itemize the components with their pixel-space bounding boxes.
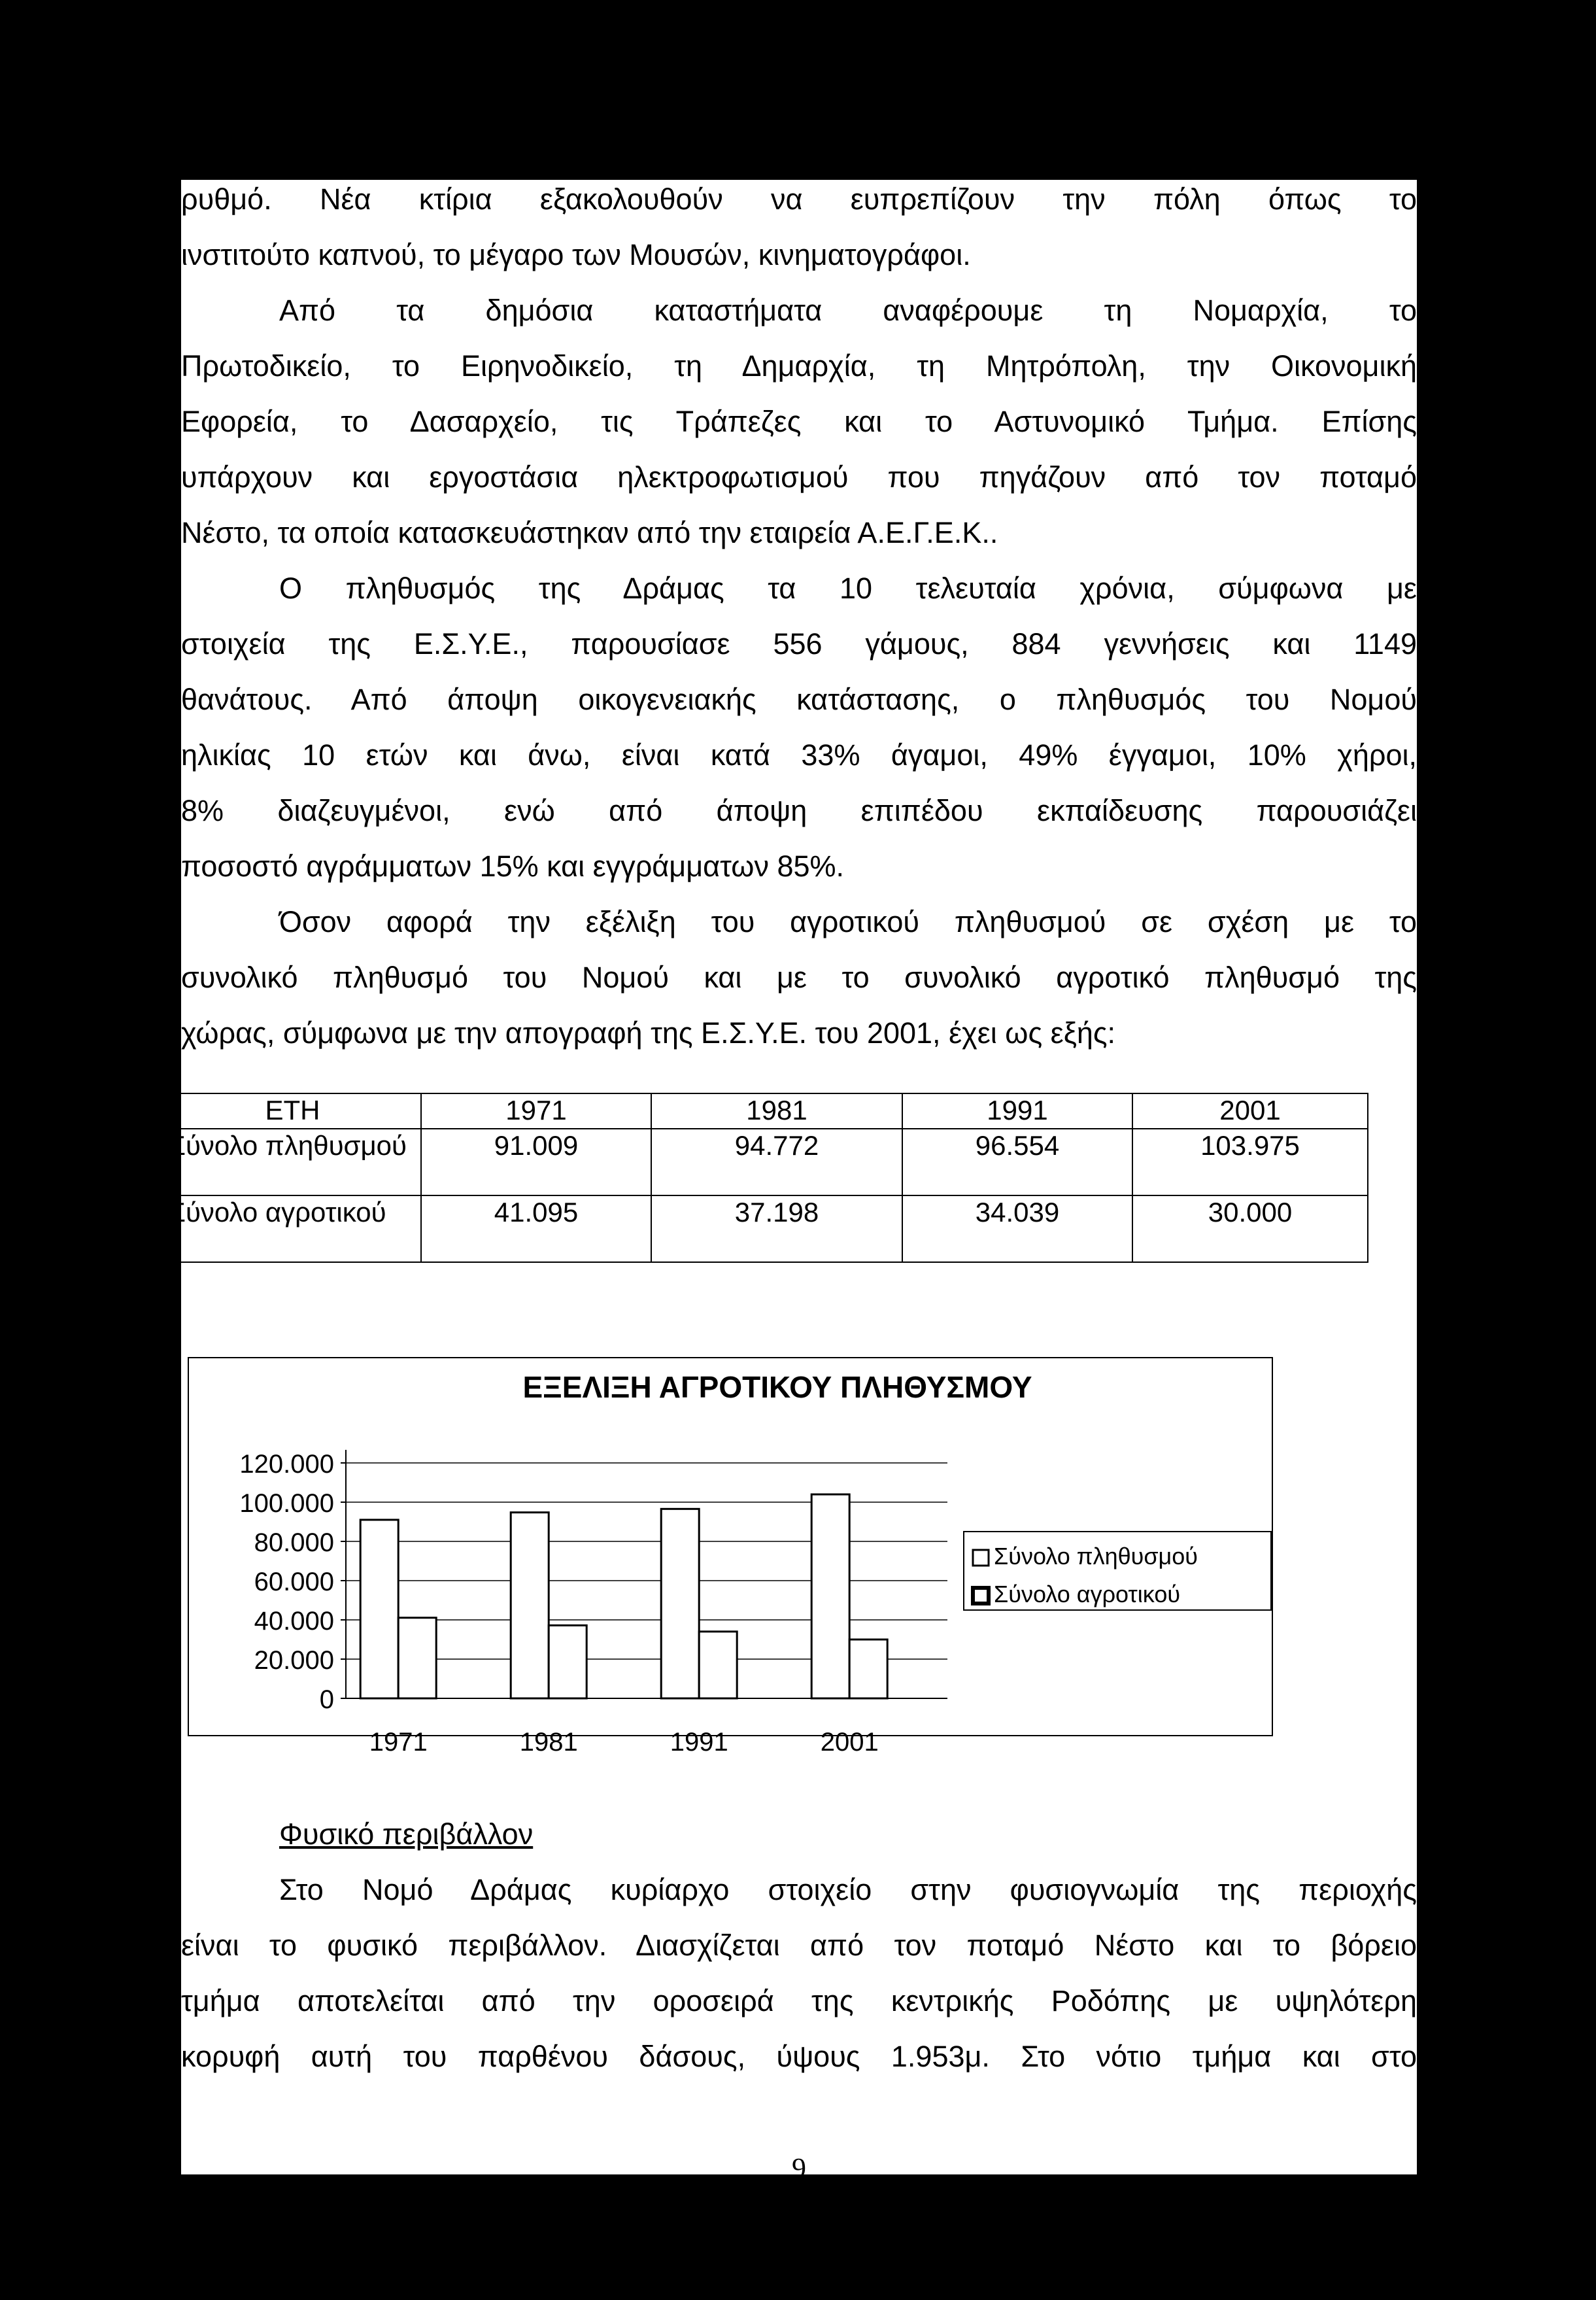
y-tick-label: 0	[319, 1685, 334, 1714]
text-line: χώρας, σύμφωνα με την απογραφή της Ε.Σ.Υ.Ε. του 2001, έχει ως εξής:	[181, 1016, 1116, 1050]
table-header-cell: 1971	[421, 1093, 651, 1129]
text-line: στοιχεία της Ε.Σ.Υ.Ε., παρουσίασε 556 γάμους, 884 γεννήσεις και 1149	[181, 627, 1417, 661]
table-cell: 96.554	[902, 1129, 1132, 1195]
bar-total	[511, 1513, 549, 1698]
bar-total	[360, 1520, 398, 1698]
y-tick-label: 40.000	[254, 1607, 334, 1636]
text-line: συνολικό πληθυσμό του Νομού και με το συνολικό αγροτικό πληθυσμό της	[181, 961, 1417, 994]
y-tick-label: 80.000	[254, 1528, 334, 1557]
text-line: ρυθμό. Νέα κτίρια εξακολουθούν να ευπρεπίζουν την πόλη όπως το	[181, 182, 1417, 216]
legend-label: Σύνολο πληθυσμού	[994, 1543, 1198, 1570]
text-line: θανάτους. Από άποψη οικογενειακής κατάστασης, ο πληθυσμός του Νομού	[181, 683, 1417, 716]
page-number: 9	[792, 2152, 806, 2184]
table-cell: 30.000	[1132, 1195, 1368, 1262]
y-tick-label: 100.000	[239, 1489, 334, 1518]
text-line: Νέστο, τα οποία κατασκευάστηκαν από την εταιρεία Α.Ε.Γ.Ε.Κ..	[181, 516, 998, 549]
text-line: τμήμα αποτελείται από την οροσειρά της κεντρικής Ροδόπης με υψηλότερη	[181, 1984, 1417, 2017]
table-cell: 37.198	[651, 1195, 902, 1262]
document-page	[169, 180, 1417, 2184]
legend-swatch	[973, 1550, 989, 1566]
table-cell: 91.009	[421, 1129, 651, 1195]
x-tick-label: 1971	[369, 1728, 428, 1757]
table-row	[164, 1129, 1368, 1195]
text-line: ινστιτούτο καπνού, το μέγαρο των Μουσών, κινηματογράφοι.	[181, 238, 971, 271]
section-heading: Φυσικό περιβάλλον	[279, 1817, 534, 1851]
table-row-label: Σύνολο αγροτικού	[164, 1195, 421, 1262]
table-cell: 34.039	[902, 1195, 1132, 1262]
table-header-cell: 2001	[1132, 1093, 1368, 1129]
text-line: Από τα δημόσια καταστήματα αναφέρουμε τη Νομαρχία, το	[279, 294, 1417, 327]
table-header-cell: 1981	[651, 1093, 902, 1129]
text-line: Όσον αφορά την εξέλιξη του αγροτικού πληθυσμού σε σχέση με το	[279, 905, 1417, 938]
table-header-row	[164, 1093, 1368, 1129]
text-line: Ο πληθυσμός της Δράμας τα 10 τελευταία χρόνια, σύμφωνα με	[279, 572, 1417, 605]
y-tick-label: 20.000	[254, 1646, 334, 1675]
y-tick-label: 60.000	[254, 1568, 334, 1596]
chart-canvas	[189, 1358, 1272, 1757]
table-row-label: Σύνολο πληθυσμού	[164, 1129, 421, 1195]
text-line: κορυφή αυτή του παρθένου δάσους, ύψους 1.953μ. Στο νότιο τμήμα και στο	[181, 2040, 1417, 2073]
x-tick-label: 1981	[519, 1728, 578, 1757]
x-tick-label: 1991	[670, 1728, 728, 1757]
chart-title: ΕΞΕΛΙΞΗ ΑΓΡΟΤΙΚΟΥ ΠΛΗΘΥΣΜΟΥ	[522, 1370, 1032, 1404]
bar-agricultural	[398, 1618, 436, 1698]
legend-swatch	[973, 1588, 989, 1604]
y-tick-label: 120.000	[239, 1450, 334, 1479]
table-header-cell: ΕΤΗ	[164, 1093, 421, 1129]
table-cell: 103.975	[1132, 1129, 1368, 1195]
text-line: υπάρχουν και εργοστάσια ηλεκτροφωτισμού που πηγάζουν από τον ποταμό	[181, 460, 1417, 494]
table-header-cell: 1991	[902, 1093, 1132, 1129]
text-line: ηλικίας 10 ετών και άνω, είναι κατά 33% άγαμοι, 49% έγγαμοι, 10% χήροι,	[181, 738, 1417, 772]
text-line: είναι το φυσικό περιβάλλον. Διασχίζεται από τον ποταμό Νέστο και το βόρειο	[181, 1929, 1417, 1962]
bar-agricultural	[849, 1639, 887, 1698]
legend-label: Σύνολο αγροτικού	[994, 1581, 1181, 1607]
bar-agricultural	[549, 1625, 586, 1698]
text-line: 8% διαζευγμένοι, ενώ από άποψη επιπέδου εκπαίδευσης παρουσιάζει	[181, 794, 1417, 827]
text-line: Εφορεία, το Δασαρχείο, τις Τράπεζες και το Αστυνομικό Τμήμα. Επίσης	[181, 405, 1417, 438]
table-row	[164, 1195, 1368, 1262]
chart-frame	[188, 1357, 1273, 1757]
bar-agricultural	[699, 1632, 737, 1698]
bar-total	[661, 1509, 699, 1698]
table-cell: 41.095	[421, 1195, 651, 1262]
text-line: Στο Νομό Δράμας κυρίαρχο στοιχείο στην φυσιογνωμία της περιοχής	[279, 1873, 1417, 1906]
population-table	[163, 1093, 1368, 1263]
table-cell: 94.772	[651, 1129, 902, 1195]
bar-total	[811, 1494, 849, 1698]
text-line: ποσοστό αγράμματων 15% και εγγράμματων 85%.	[181, 850, 845, 883]
text-line: Πρωτοδικείο, το Ειρηνοδικείο, τη Δημαρχία, τη Μητρόπολη, την Οικονομική	[181, 349, 1417, 383]
x-tick-label: 2001	[820, 1728, 879, 1757]
